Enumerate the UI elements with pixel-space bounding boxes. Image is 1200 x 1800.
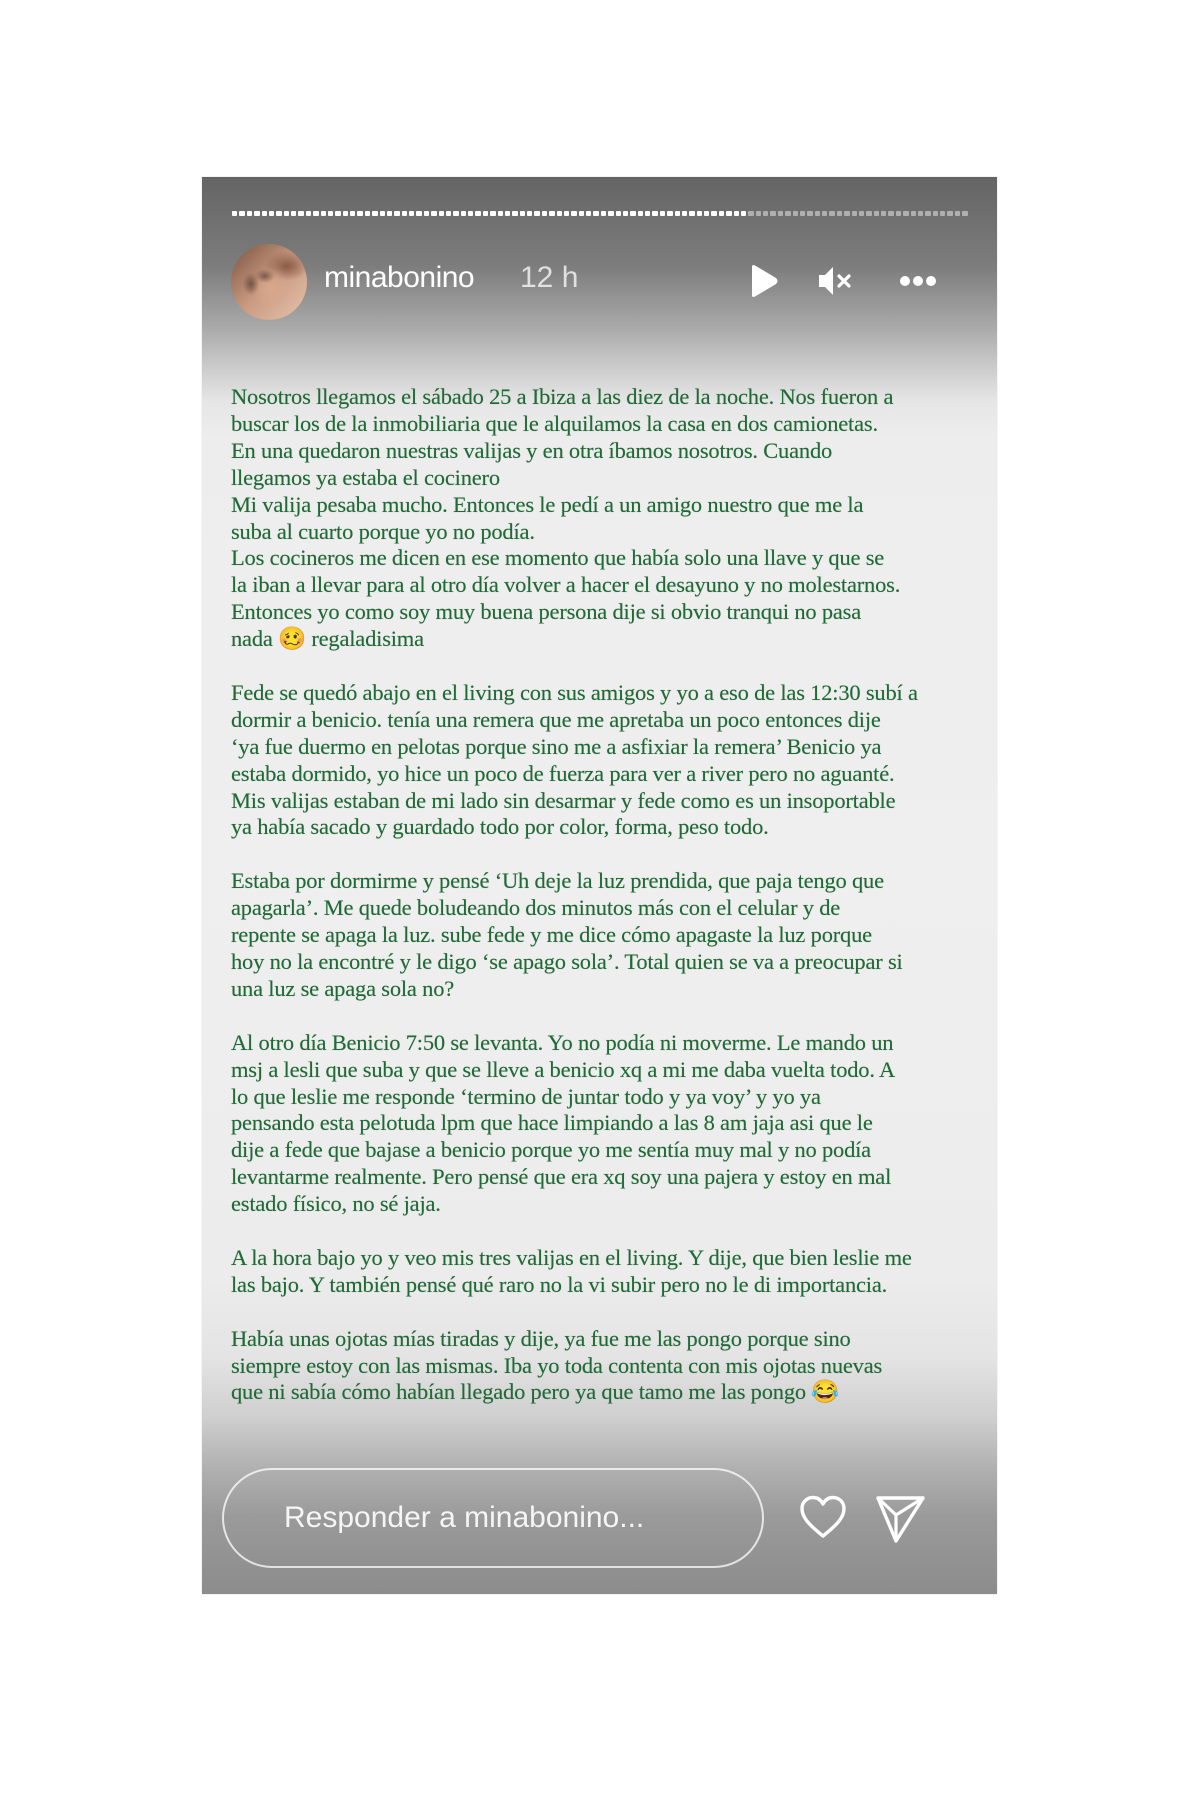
progress-segment — [424, 211, 429, 216]
progress-segment — [475, 211, 480, 216]
text-line: la iban a llevar para al otro día volver a hacer el desayuno y no molestarnos. — [231, 572, 901, 598]
progress-segment — [793, 211, 798, 216]
story-paragraph — [231, 868, 971, 1003]
send-icon — [874, 1493, 928, 1547]
text-line: En una quedaron nuestras valijas y en otra íbamos nosotros. Cuando — [231, 437, 833, 463]
progress-segment — [911, 211, 916, 216]
text-line: pensando esta pelotuda lpm que hace limpiando a las 8 am jaja asi que le — [231, 1110, 873, 1136]
progress-segment — [800, 211, 805, 216]
text-line: dije a fede que bajase a benicio porque yo me sentía muy mal y no podía — [231, 1137, 871, 1163]
text-line: Fede se quedó abajo en el living con sus amigos y yo a eso de las 12:30 subí a — [231, 679, 918, 705]
text-line: repente se apaga la luz. sube fede y me dice cómo apagaste la luz porque — [231, 922, 872, 948]
progress-segment — [719, 211, 724, 216]
progress-segment — [247, 211, 252, 216]
progress-segment — [232, 211, 237, 216]
progress-segment — [357, 211, 362, 216]
story-paragraph — [231, 1326, 971, 1407]
progress-segment — [741, 211, 746, 216]
progress-segment — [380, 211, 385, 216]
progress-segment — [409, 211, 414, 216]
progress-segment — [829, 211, 834, 216]
mute-button[interactable] — [816, 261, 856, 301]
progress-segment — [402, 211, 407, 216]
reply-field[interactable] — [222, 1468, 764, 1568]
text-line: A la hora bajo yo y veo mis tres valijas en el living. Y dije, que bien leslie me — [231, 1244, 912, 1270]
story-viewer[interactable] — [202, 177, 997, 1594]
text-line: levantarme realmente. Pero pensé que era xq soy una pajera y estoy en mal — [231, 1164, 892, 1190]
progress-segment — [512, 211, 517, 216]
heart-icon — [798, 1493, 848, 1543]
progress-segment — [431, 211, 436, 216]
progress-segment — [726, 211, 731, 216]
progress-segment — [365, 211, 370, 216]
story-header — [202, 237, 997, 327]
progress-segment — [697, 211, 702, 216]
play-button[interactable] — [744, 261, 784, 301]
progress-segment — [807, 211, 812, 216]
progress-segment — [711, 211, 716, 216]
progress-segment — [350, 211, 355, 216]
progress-segment — [571, 211, 576, 216]
progress-segment — [859, 211, 864, 216]
progress-segment — [844, 211, 849, 216]
progress-segment — [416, 211, 421, 216]
progress-segment — [483, 211, 488, 216]
progress-segment — [239, 211, 244, 216]
progress-segment — [770, 211, 775, 216]
progress-segment — [520, 211, 525, 216]
progress-segment — [616, 211, 621, 216]
progress-segment — [955, 211, 960, 216]
progress-segment — [667, 211, 672, 216]
text-line: estaba dormido, yo hice un poco de fuerza para ver a river pero no aguanté. — [231, 760, 895, 786]
text-line: que ni sabía cómo habían llegado pero ya que tamo me las pongo 😂 — [231, 1379, 840, 1405]
progress-segment — [527, 211, 532, 216]
text-line: Nosotros llegamos el sábado 25 a Ibiza a las diez de la noche. Nos fueron a — [231, 384, 894, 409]
progress-segment — [675, 211, 680, 216]
play-icon — [748, 264, 780, 298]
text-line: dormir a benicio. tenía una remera que me apretaba un poco entonces dije — [231, 706, 881, 732]
progress-segment — [313, 211, 318, 216]
progress-segment — [874, 211, 879, 216]
send-button[interactable] — [874, 1493, 928, 1547]
progress-segment — [866, 211, 871, 216]
progress-segment — [763, 211, 768, 216]
progress-segment — [505, 211, 510, 216]
progress-segment — [903, 211, 908, 216]
text-line: estado físico, no sé jaja. — [231, 1191, 441, 1217]
progress-segment — [638, 211, 643, 216]
progress-segment — [564, 211, 569, 216]
progress-segment — [328, 211, 333, 216]
progress-segment — [542, 211, 547, 216]
progress-segment — [682, 211, 687, 216]
story-paragraph — [231, 1245, 971, 1299]
mute-icon — [817, 264, 855, 298]
progress-segment — [601, 211, 606, 216]
progress-segment — [262, 211, 267, 216]
progress-segment — [593, 211, 598, 216]
progress-segment — [925, 211, 930, 216]
progress-segment — [888, 211, 893, 216]
progress-segment — [534, 211, 539, 216]
progress-segment — [269, 211, 274, 216]
progress-segment — [453, 211, 458, 216]
progress-segment — [276, 211, 281, 216]
progress-segment — [394, 211, 399, 216]
text-line: Había unas ojotas mías tiradas y dije, ya fue me las pongo porque sino — [231, 1325, 851, 1351]
text-line: msj a lesli que suba y que se lleve a benicio xq a mi me daba vuelta todo. A — [231, 1056, 895, 1082]
text-line: lo que leslie me responde ‘termino de juntar todo y ya voy’ y yo ya — [231, 1083, 821, 1109]
progress-segment — [579, 211, 584, 216]
progress-segment — [940, 211, 945, 216]
text-line: Estaba por dormirme y pensé ‘Uh deje la luz prendida, que paja tengo que — [231, 868, 884, 894]
progress-segment — [756, 211, 761, 216]
progress-segment — [284, 211, 289, 216]
progress-segment — [918, 211, 923, 216]
more-options-icon — [899, 275, 937, 287]
text-line: Entonces yo como soy muy buena persona dije si obvio tranqui no pasa — [231, 599, 862, 625]
text-line: Al otro día Benicio 7:50 se levanta. Yo no podía ni moverme. Le mando un — [231, 1029, 894, 1055]
progress-segment — [387, 211, 392, 216]
progress-segment — [896, 211, 901, 216]
text-line: llegamos ya estaba el cocinero — [231, 464, 500, 490]
progress-segment — [298, 211, 303, 216]
story-paragraph — [231, 680, 971, 841]
progress-segment — [461, 211, 466, 216]
like-button[interactable] — [798, 1493, 848, 1543]
progress-segment — [557, 211, 562, 216]
story-paragraph — [231, 384, 971, 653]
text-line: Los cocineros me dicen en ese momento que había solo una llave y que se — [231, 545, 885, 571]
text-line: apagarla’. Me quede boludeando dos minutos más con el celular y de — [231, 895, 841, 921]
more-options-button[interactable] — [898, 261, 938, 301]
text-line: las bajo. Y también pensé qué raro no la vi subir pero no le di importancia. — [231, 1271, 888, 1297]
profile-avatar[interactable] — [231, 244, 307, 320]
progress-segment — [623, 211, 628, 216]
progress-segment — [254, 211, 259, 216]
progress-segment — [815, 211, 820, 216]
progress-segment — [837, 211, 842, 216]
text-line: Mi valija pesaba mucho. Entonces le pedí a un amigo nuestro que me la — [231, 491, 864, 517]
text-line: nada 🥴 regaladisima — [231, 626, 424, 652]
username-link[interactable]: minabonino — [324, 261, 475, 294]
progress-segment — [343, 211, 348, 216]
text-line: buscar los de la inmobiliaria que le alquilamos la casa en dos camionetas. — [231, 410, 878, 436]
progress-segment — [734, 211, 739, 216]
progress-segment — [822, 211, 827, 216]
progress-segment — [881, 211, 886, 216]
progress-segment — [608, 211, 613, 216]
progress-segment — [446, 211, 451, 216]
progress-segment — [372, 211, 377, 216]
progress-segment — [630, 211, 635, 216]
story-text — [231, 384, 971, 1433]
text-line: siempre estoy con las mismas. Iba yo toda contenta con mis ojotas nuevas — [231, 1352, 883, 1378]
progress-segment — [321, 211, 326, 216]
progress-segment — [962, 211, 967, 216]
progress-segment — [468, 211, 473, 216]
progress-segment — [306, 211, 311, 216]
progress-segment — [291, 211, 296, 216]
reply-input[interactable] — [284, 1501, 762, 1535]
progress-segment — [586, 211, 591, 216]
text-line: hoy no la encontré y le digo ‘se apago sola’. Total quien se va a preocupar si — [231, 949, 903, 974]
progress-segment — [933, 211, 938, 216]
progress-segment — [785, 211, 790, 216]
story-progress-bar — [232, 211, 968, 216]
text-line: suba al cuarto porque yo no podía. — [231, 518, 535, 544]
text-line: Mis valijas estaban de mi lado sin desarmar y fede como es un insoportable — [231, 787, 896, 813]
progress-segment — [704, 211, 709, 216]
progress-segment — [660, 211, 665, 216]
text-line: ya había sacado y guardado todo por color, forma, peso todo. — [231, 814, 769, 840]
story-paragraph — [231, 1030, 971, 1218]
progress-segment — [947, 211, 952, 216]
progress-segment — [645, 211, 650, 216]
progress-segment — [335, 211, 340, 216]
text-line: ‘ya fue duermo en pelotas porque sino me a asfixiar la remera’ Benicio ya — [231, 733, 882, 759]
progress-segment — [689, 211, 694, 216]
progress-segment — [439, 211, 444, 216]
progress-segment — [778, 211, 783, 216]
post-time: 12 h — [520, 261, 579, 294]
progress-segment — [490, 211, 495, 216]
progress-segment — [498, 211, 503, 216]
progress-segment — [852, 211, 857, 216]
progress-segment — [549, 211, 554, 216]
progress-segment — [652, 211, 657, 216]
progress-segment — [748, 211, 753, 216]
text-line: una luz se apaga sola no? — [231, 975, 455, 1001]
